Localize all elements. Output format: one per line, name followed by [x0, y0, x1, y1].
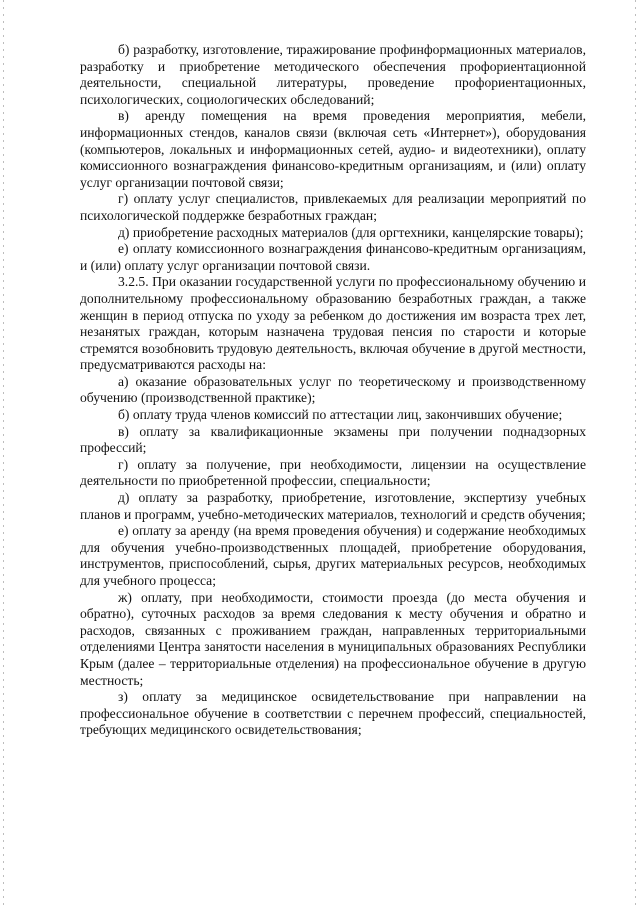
paragraph-b-profinfo: б) разработку, изготовление, тиражирование профинформационных материалов, разработку и приобретение методического обеспечения профориентационной деятельности, специальной литературы, проведение профориентационных, психологических, социологических обследований;	[80, 42, 586, 107]
paragraph-e-commission: е) оплату комиссионного вознаграждения финансово-кредитным организациям, и (или) оплату услуг организации почтовой связи.	[80, 241, 586, 273]
scan-edge-right	[635, 0, 636, 905]
paragraph-e-premises: е) оплату за аренду (на время проведения обучения) и содержание необходимых для обучения учебно-производственных площадей, приобретение оборудования, инструментов, приспособлений, сырья, других материальных ресурсов, необходимых для учебного процесса;	[80, 523, 586, 588]
paragraph-d-development: д) оплату за разработку, приобретение, изготовление, экспертизу учебных планов и программ, учебно-методических материалов, технологий и средств обучения;	[80, 490, 586, 522]
paragraph-v-exams: в) оплату за квалификационные экзамены при получении поднадзорных профессий;	[80, 423, 586, 456]
paragraph-g-license: г) оплату за получение, при необходимости, лицензии на осуществление деятельности по приобретенной профессии, специальности;	[80, 456, 586, 489]
scan-edge-left	[3, 0, 4, 905]
paragraph-g-specialists: г) оплату услуг специалистов, привлекаемых для реализации мероприятий по психологической поддержке безработных граждан;	[80, 191, 586, 223]
paragraph-a-education: а) оказание образовательных услуг по теоретическому и производственному обучению (производственной практике);	[80, 373, 586, 406]
document-page	[80, 42, 586, 739]
paragraph-b-commission-pay: б) оплату труда членов комиссий по аттестации лиц, закончивших обучение;	[118, 407, 563, 423]
paragraph-z-medical: з) оплату за медицинское освидетельствование при направлении на профессиональное обучение в соответствии с перечнем профессий, специальностей, требующих медицинского освидетельствования;	[80, 689, 586, 738]
paragraph-d-materials: д) приобретение расходных материалов (для оргтехники, канцелярские товары);	[118, 224, 584, 240]
paragraph-v-rent: в) аренду помещения на время проведения мероприятия, мебели, информационных стендов, каналов связи (включая сеть «Интернет»), оборудования (компьютеров, локальных и информационных сетей, аудио- и видеотехники), оплату комиссионного вознаграждения финансово-кредитным организациям, и (или) оплату услуг организации почтовой связи;	[80, 108, 586, 190]
paragraph-zh-travel: ж) оплату, при необходимости, стоимости проезда (до места обучения и обратно), суточных расходов за время следования к месту обучения и обратно и расходов, связанных с проживанием граждан, направленных территориальными отделениями Центра занятости населения в муниципальных образованиях Республики Крым (далее – территориальные отделения) на профессиональное обучение в другую местность;	[80, 589, 586, 688]
paragraph-3-2-5: 3.2.5. При оказании государственной услуги по профессиональному обучению и дополнительному профессиональному образованию безработных граждан, а также женщин в период отпуска по уходу за ребенком до достижения им возраста трех лет, незанятых граждан, которым назначена трудовая пенсия по старости и которые стремятся возобновить трудовую деятельность, включая обучение в другой местности, предусматриваются расходы на:	[80, 274, 586, 373]
